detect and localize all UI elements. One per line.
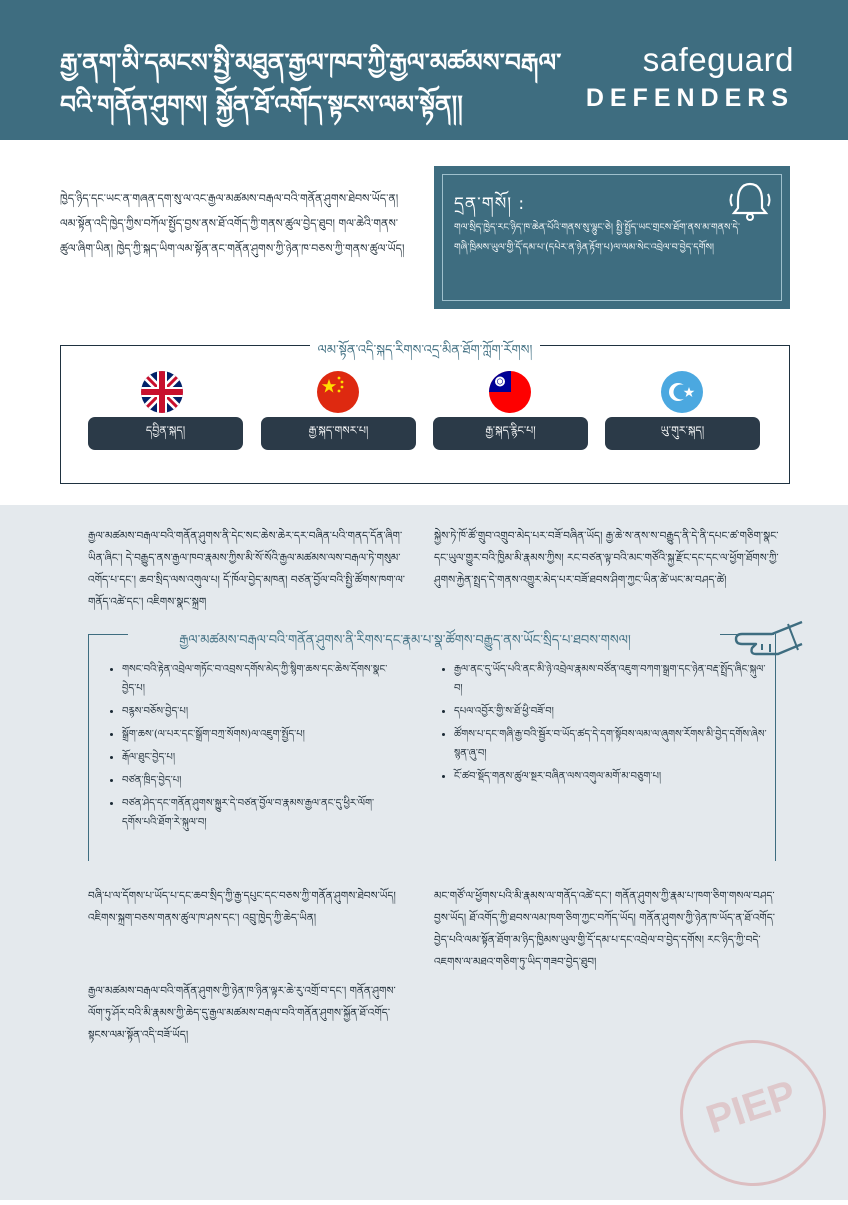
intro-paragraph: ཁྱེད་ཉིད་དང་ཡང་ན་གཞན་དག་སུ་ལ་འང་རྒྱལ་མཚམས་བརྒལ་བའི་གནོན་ཤུགས་ཐེབས་ཡོད་ན། ལམ་སྟོན་འདི་ཁྱེད་ཀྱིས་བཀོལ་སྤྱོད་བྱས་ནས་ཐོ་འགོད་ཀྱི་གནས་ཚུལ་བྱེད་ཐུབ། གལ་ཆེའི་གནས་ཚུལ་ཞིག་ཡིན། ཁྱེད་ཀྱི་སྐད་ཡིག་ལམ་སྟོན་ནང་གནོན་ཤུགས་ཀྱི་ཉེན་ཁ་བཅས་ཀྱི་གནས་ཚུལ་ཡོད། (60, 192, 405, 255)
uyghur-language-button[interactable]: ཡུ་གུར་སྐད། (605, 417, 760, 450)
china-flag-icon (317, 371, 359, 413)
tips-heading: རྒྱལ་མཚམས་བརྒལ་བའི་གནོན་ཤུགས་ནི་རིགས་དང་རྣམ་པ་སྣ་ཚོགས་བརྒྱུད་ནས་ཡོང་སྲིད་པ་ཐབས་གསལ། (173, 633, 637, 648)
tips-list-right (436, 660, 774, 790)
language-heading-wrap (61, 335, 789, 372)
brand-logo (586, 40, 794, 116)
pointing-hand-icon (732, 614, 804, 662)
tip-item: • དཔལ་འབྱོར་གྱི་ས་ཐོ་ཕྱི་བཟོ་བ། (454, 702, 774, 721)
tip-item: • ངོ་ཚབ་སྡོད་གནས་ཚུལ་སྔར་བཞིན་ལས་འགུལ་མགོ་མ་བཅུག་པ། (454, 767, 774, 786)
tip-item: • རྒྱལ་ནང་དུ་ཡོད་པའི་ནང་མི་ཉེ་འབྲེལ་རྣམས་བཙོན་འཇུག་བཀག་སྒྲག་དང་ཉེན་བརྡ་སྤྲོད་ཞིང་སྐུལ་བ། (454, 660, 774, 698)
tip-item: • ཚོགས་པ་དང་གཞི་རྒྱ་བའི་སྦྱོར་བ་ཡོད་ཚད་དེ་དག་སྟོབས་ལམ་ལ་ཞུགས་རོགས་མི་བྱེད་དགོས་ཞེས་སྙན་ཞུ་བ། (454, 725, 774, 763)
east-turkestan-flag-icon (661, 371, 703, 413)
notice-body: གལ་སྲིད་ཁྱེད་རང་ཉིད་ཁ་ཆེན་པོའི་གནས་སུ་ལྷུང་ཅེ། སྤྱི་སྤྱོད་ཡང་གྲངས་ཐོག་ནས་མ་གནས་དེ་གཞི་ཁྲིམས་ཡུལ་གྱི་དོ་དམ་པ་(དཔེར་ན་ཉེན་རྟོག་པ)ལ་ལམ་སེང་འབྲེལ་བ་བྱེད་དགོས། (454, 222, 740, 253)
section3-right-paragraph: མང་གཙོ་ལ་ཕྱོགས་པའི་མི་རྣམས་ལ་གནོད་འཚེ་དང་། གནོན་ཤུགས་ཀྱི་རྣམ་པ་ཁག་ཅིག་གསལ་བཤད་བྱས་ཡོད། ཐོ་འགོད་ཀྱི་ཐབས་ལམ་ཁག་ཅིག་ཀྱང་བཀོད་ཡོད། གནོན་ཤུགས་ཀྱི་ཉེན་ཁ་ཡོད་ན་ཐོ་འགོད་བྱེད་པའི་ལམ་སྟོན་ཐོག་མ་ཉིད་ཁྱིམས་ཡུལ་གྱི་དོ་དམ་པ་དང་འབྲེལ་བ་བྱེད་དགོས། རང་ཉིད་ཀྱི་བདེ་འཇགས་ལ་མཐའ་གཅིག་ཏུ་ཡིད་གཟབ་བྱེད་ཐུབ། (434, 890, 775, 968)
page-title: རྒྱ་ནག་མི་དམངས་སྤྱི་མཐུན་རྒྱལ་ཁབ་ཀྱི་རྒྱལ་མཚམས་བརྒལ་བའི་གནོན་ཤུགས། སྐྱོན་ཐོ་འགོད་སྟངས་ལམ་སྟོན།། (60, 48, 562, 119)
tip-item: • གསང་བའི་རྟེན་འབྲེལ་གཏོང་བ་འབྲས་དགོས་མེད་ཀྱི་སྙིག་ཆས་དང་ཆེས་དོགས་སྣང་བྱེད་པ། (122, 660, 392, 698)
section3-left-paragraph-2: རྒྱལ་མཚམས་བརྒལ་བའི་གནོན་ཤུགས་ཀྱི་ཉེན་ཁ་ཉིན་ལྟར་ཆེ་རུ་འགྲོ་བ་དང་། གནོན་ཤུགས་ལོག་ཏུ་ཤོར་བའི་མི་རྣམས་ཀྱི་ཆེད་དུ་རྒྱལ་མཚམས་བརྒལ་བའི་གནོན་ཤུགས་སྐྱོན་ཐོ་འགོད་སྟངས་ལམ་སྟོན་འདི་བཟོ་ཡོད། (88, 985, 396, 1041)
notice-title: དྲན་གསོ། : (454, 194, 526, 214)
header-banner (0, 0, 848, 140)
tip-item: • བཙན་ཤེད་དང་གནོན་ཤུགས་སྐྱུར་དེ་བཙན་བྱོལ་བ་རྣམས་རྒྱལ་ནང་དུ་ཕྱིར་ལོག་དགོས་པའི་ཐོག་རེ་སྐུལ་བ། (122, 794, 392, 832)
tip-item: • སྒྲོག་ཆས་(ལ་པར་དང་སྒྲོག་བཀྲ་སོགས)ལ་འཇུག་སྤྱོད་པ། (122, 725, 392, 744)
simplified-chinese-language-button[interactable]: རྒྱ་སྐད་གསར་པ། (261, 417, 416, 450)
tips-list-left (104, 660, 392, 836)
tip-item: • རྒོལ་ཐུང་བྱེད་པ། (122, 748, 392, 767)
taiwan-flag-icon (489, 371, 531, 413)
tip-item: • བཙན་ཁྲིད་བྱེད་པ། (122, 771, 392, 790)
section2-right-paragraph: སྐྱེས་ཏེ་ཁོ་ཚོ་གྲུབ་འགྲུབ་མེད་པར་བཟོ་བཞིན་ཡོད། རྒྱ་ཆེ་ས་ནས་ས་བརྒྱུད་ནི་དེ་ནི་དཔང་ཚ་གཅིག་སྣང་དང་ཡུལ་གྱུར་བའི་ཁྱིམ་མི་རྣམས་ཀྱིས། རང་བཙན་ལྟ་བའི་མང་གཙོའི་སྐྱ་རྫོང་དང་དང་ལ་ཕྱོག་ཐོགས་ཀྱི་ཤུགས་རྐྱེན་སྤྲད་དེ་གནས་འགྱུར་མེད་པར་བཟོ་ཐབས་ཤིག་ཀྱང་ཡིན་ཚེ་ཡང་མ་བཤད་ཚེ། (434, 530, 779, 586)
section2-left-paragraph: རྒྱལ་མཚམས་བརྒལ་བའི་གནོན་ཤུགས་ནི་དེང་སང་ཆེས་ཆེར་དར་བཞིན་པའི་གནད་དོན་ཞིག་ཡིན་ཞིང་། དེ་བརྒྱུད་ནས་རྒྱལ་ཁབ་རྣམས་ཀྱིས་མི་སོ་སོའི་རྒྱལ་མཚམས་ལས་བརྒལ་ཏེ་གསུམ་འགོད་པ་དང་། ཆབ་སྲིད་ལས་འགུལ་པ། དོ་ཁོལ་བྱེད་མཁན། བཙན་བྱོལ་བའི་སྤྱི་ཚོགས་ཁག་ལ་གནོད་འཚེ་དང་། འཇིགས་སྣང་སྐྲག (88, 530, 405, 608)
language-heading: ལམ་སྟོན་འདི་སྐད་རིགས་འདྲ་མིན་ཐོག་ཀློག་རོགས། (310, 343, 541, 358)
language-selector (60, 345, 790, 484)
english-language-button[interactable]: དབྱིན་སྐད། (88, 417, 243, 450)
tips-heading-wrap (60, 625, 750, 662)
section3-left-paragraph-1: བཞི་པ་ལ་དོགས་པ་ཡོད་པ་དང་ཆབ་སྲིད་ཀྱི་རྒྱ་དཔུང་དང་བཅས་ཀྱི་གནོན་ཤུགས་ཐེབས་ཡོད། འཇིགས་སྐྲག་བཅས་གནས་ཚུལ་ཁ་ཤས་དང་། འབྲུ་ཁྱེད་ཀྱི་ཆེད་ཡིན། (88, 890, 396, 924)
traditional-chinese-language-button[interactable]: རྒྱ་སྐད་རྙིང་པ། (433, 417, 588, 450)
bell-icon (724, 176, 776, 228)
uk-flag-icon (141, 371, 183, 413)
tip-item: • བརྙས་བཅོས་བྱེད་པ། (122, 702, 392, 721)
brand-name-bottom: DEFENDERS (585, 84, 794, 112)
notice-box (434, 166, 790, 309)
stamp-watermark: PIEP (661, 1021, 845, 1205)
brand-name-top: safeguard (642, 41, 794, 78)
